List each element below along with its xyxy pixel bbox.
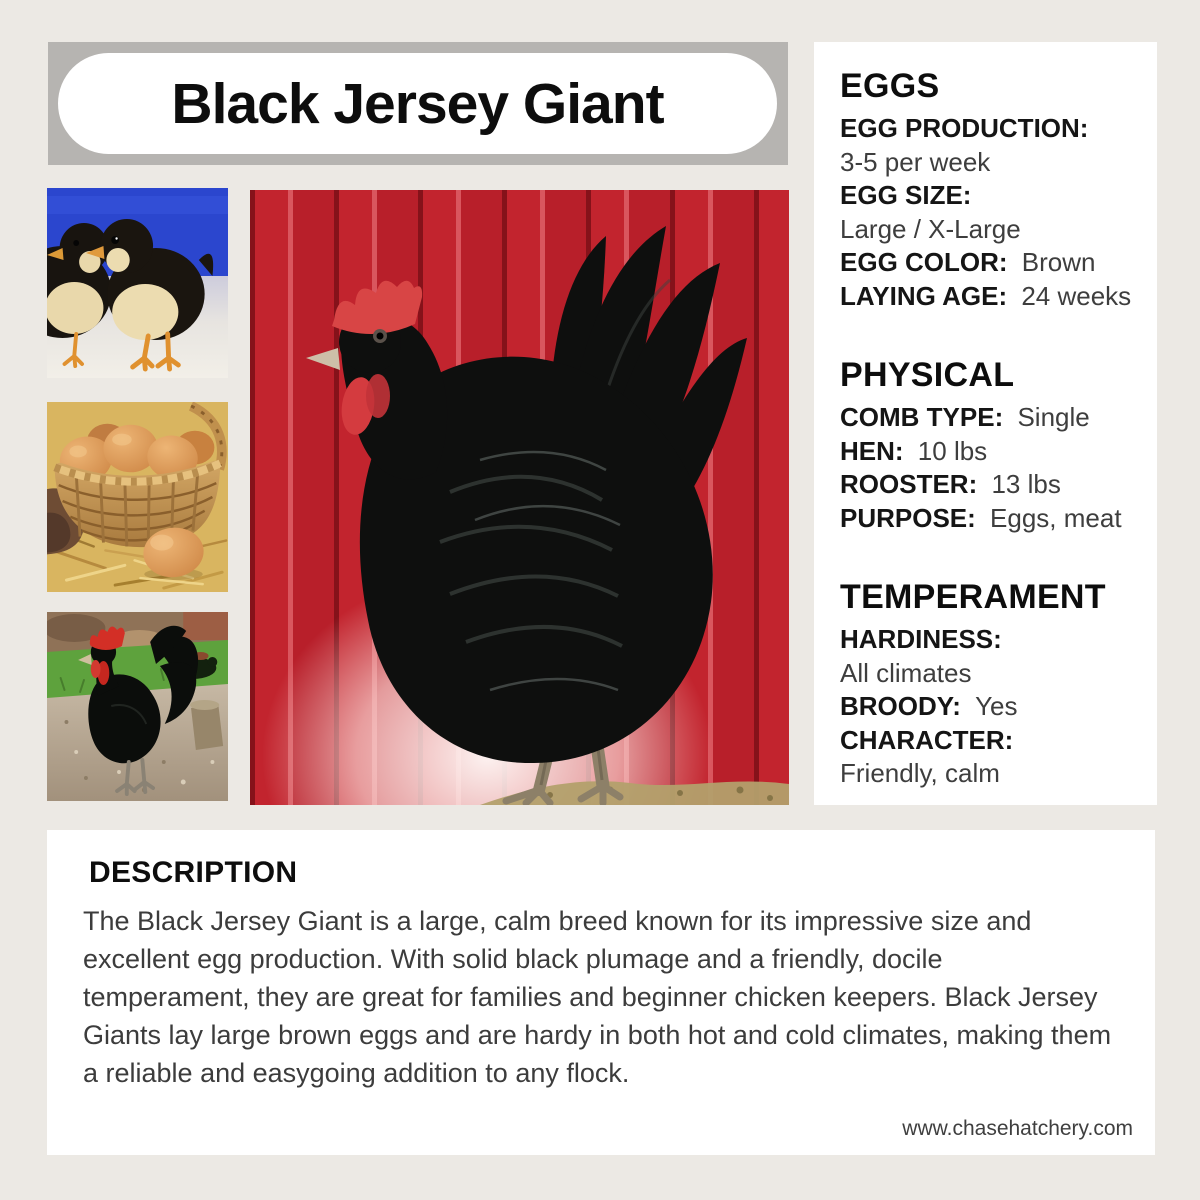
spec-value: 10 lbs	[917, 435, 988, 466]
spec-row	[840, 690, 1137, 724]
section-heading: PHYSICAL	[840, 356, 1015, 394]
spec-label: COMB TYPE:	[840, 402, 1004, 432]
section-heading: TEMPERAMENT	[840, 578, 1106, 616]
chicks-illustration	[47, 188, 228, 378]
eggs-basket-photo	[47, 402, 228, 592]
chicks-photo	[47, 188, 228, 378]
spec-label: ROOSTER:	[840, 469, 978, 499]
page-title: Black Jersey Giant	[171, 71, 664, 136]
rooster-photo	[47, 612, 228, 801]
spec-label: BROODY:	[840, 691, 961, 721]
section-heading: EGGS	[840, 67, 940, 105]
spec-label: HARDINESS:	[840, 624, 1002, 654]
spec-label: LAYING AGE:	[840, 280, 1008, 311]
section-eggs	[840, 66, 1137, 313]
spec-label: EGG SIZE:	[840, 180, 972, 210]
spec-row	[840, 623, 1137, 690]
spec-label: CHARACTER:	[840, 724, 1014, 755]
spec-row	[840, 502, 1137, 536]
spec-value: Eggs, meat	[990, 502, 1122, 533]
spec-label: HEN:	[840, 435, 904, 466]
spec-value: Yes	[975, 691, 1018, 721]
spec-value: 13 lbs	[991, 469, 1061, 499]
spec-label: EGG PRODUCTION:	[840, 113, 1089, 143]
description-text: The Black Jersey Giant is a large, calm breed known for its impressive size and excellent egg production. With solid black plumage and a friendly, docile temperament, they are great for families and beginner chicken keepers. Black Jersey Giants lay large brown eggs and are hardy in both hot and cold climates, making them a reliable and easygoing addition to any flock.	[83, 906, 1112, 1088]
section-physical	[840, 355, 1137, 535]
spec-label: PURPOSE:	[840, 502, 976, 533]
spec-value: Single	[1017, 402, 1090, 432]
spec-row	[840, 401, 1137, 435]
spec-row	[840, 246, 1137, 280]
hen-illustration	[250, 190, 789, 805]
spec-row	[840, 468, 1137, 502]
spec-value: All climates	[840, 657, 972, 688]
info-panel	[814, 42, 1157, 805]
spec-value: Large / X-Large	[840, 213, 1021, 244]
spec-row	[840, 112, 1137, 179]
spec-row	[840, 280, 1137, 314]
spec-row	[840, 724, 1137, 791]
spec-label: EGG COLOR:	[840, 247, 1008, 277]
section-temperament	[840, 577, 1137, 791]
spec-row	[840, 179, 1137, 246]
title-banner	[48, 42, 788, 165]
spec-value: Brown	[1021, 247, 1096, 277]
eggs-illustration	[47, 402, 228, 592]
spec-value: Friendly, calm	[840, 758, 1000, 788]
hen-photo	[250, 190, 789, 805]
website-url: www.chasehatchery.com	[902, 1117, 1133, 1140]
spec-value: 3-5 per week	[840, 146, 991, 177]
rooster-illustration	[47, 612, 228, 801]
description-panel	[47, 830, 1155, 1155]
spec-row	[840, 435, 1137, 469]
title-pill	[58, 53, 777, 154]
spec-value: 24 weeks	[1021, 280, 1132, 311]
description-heading: DESCRIPTION	[89, 856, 298, 889]
